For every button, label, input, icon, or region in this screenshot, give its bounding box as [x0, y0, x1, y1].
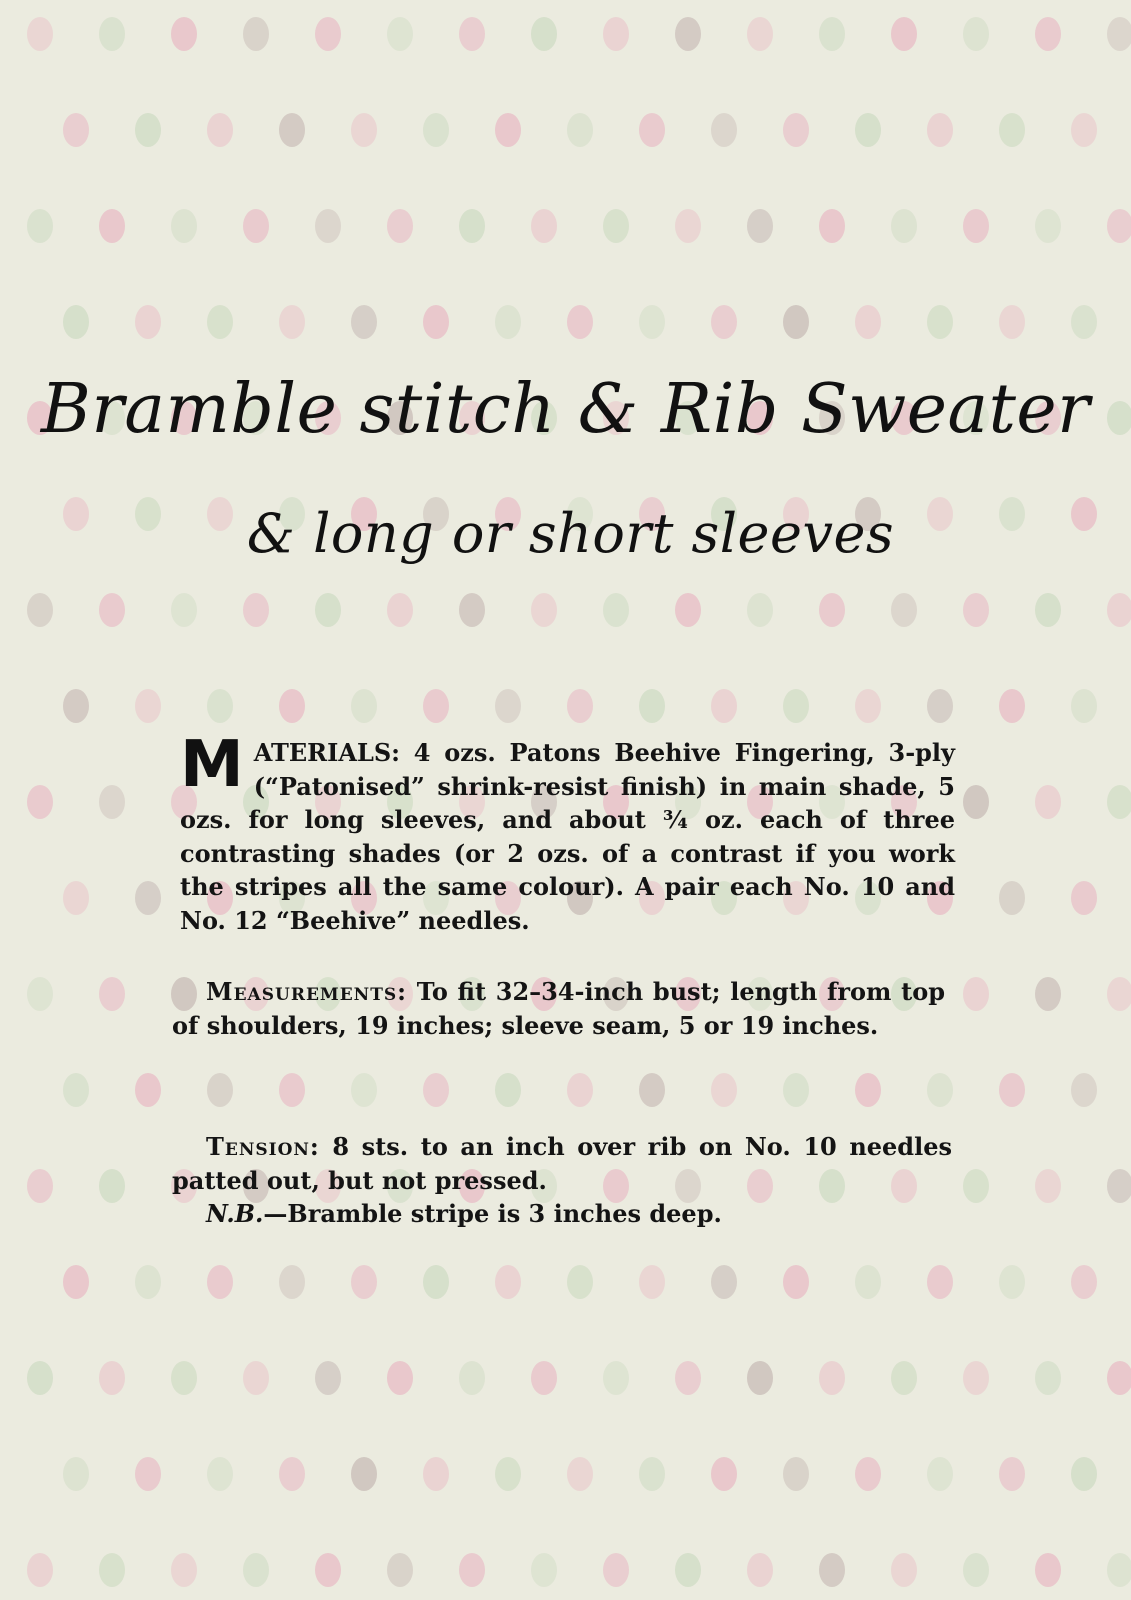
measurements-text: To fit 32–34-inch bust; length from top of shoulders, 19 inches; sleeve seam, 5 or 19 inches. — [172, 977, 945, 1040]
nb-text: —Bramble stripe is 3 inches deep. — [263, 1199, 722, 1228]
tension-text: 8 sts. to an inch over rib on No. 10 needles patted out, but not pressed. — [172, 1132, 952, 1195]
measurements-paragraph — [172, 975, 945, 1042]
tension-paragraph — [172, 1130, 952, 1231]
pattern-subtitle: & long or short sleeves — [246, 502, 895, 565]
materials-text: ATERIALS: 4 ozs. Patons Beehive Fingering, 3-ply (“Patonised” shrink-resist finish) in main shade, 5 ozs. for long sleeves, and about ¾ oz. each of three contrasting shades (or 2 ozs. of a contrast if you work the stripes all the same colour). A pair each No. 10 and No. 12 “Beehive” needles. — [180, 738, 955, 935]
nb-line — [172, 1197, 952, 1231]
nb-label: N.B. — [206, 1199, 264, 1228]
materials-dropcap: M — [180, 728, 244, 802]
tension-label: Tension: — [206, 1132, 320, 1161]
materials-paragraph — [180, 728, 955, 937]
measurements-label: Measurements: — [206, 977, 408, 1006]
pattern-title: Bramble stitch & Rib Sweater — [40, 370, 1091, 449]
